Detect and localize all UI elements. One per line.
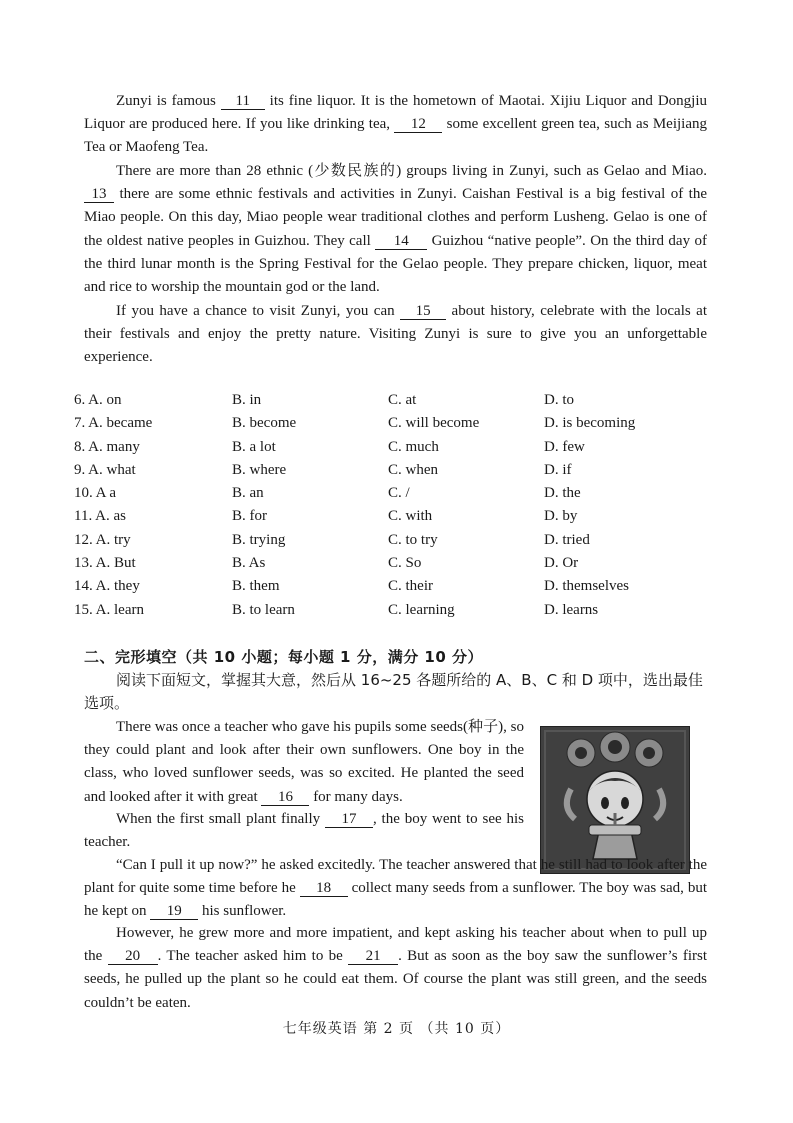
option-b[interactable]: B. where (232, 461, 287, 478)
blank-18[interactable]: 18 (300, 880, 348, 897)
passage-paragraph-3: If you have a chance to visit Zunyi, you can 15 about history, celebrate with the locals at their festivals and enjoy the pretty nature. Visiting Zunyi is sure to give you an unforgettable experience. (84, 303, 707, 366)
option-a[interactable]: 12. A. try (74, 531, 131, 548)
option-d[interactable]: D. is becoming (544, 415, 636, 432)
blank-21[interactable]: 21 (348, 948, 398, 965)
option-a[interactable]: 6. A. on (74, 392, 122, 408)
option-c[interactable]: C. at (388, 392, 417, 408)
option-row-11 (74, 508, 714, 531)
option-a[interactable]: 9. A. what (74, 461, 136, 478)
option-d[interactable]: D. to (544, 392, 574, 408)
option-c[interactable]: C. will become (388, 415, 480, 432)
option-b[interactable]: B. an (232, 485, 264, 502)
blank-20[interactable]: 20 (108, 948, 158, 965)
option-b[interactable]: B. to learn (232, 601, 295, 618)
section-instruction: 阅读下面短文，掌握其大意，然后从 16~25 各题所给的 A、B、C 和 D 项中，选出最佳选项。 (84, 671, 703, 712)
option-row-6 (74, 392, 714, 415)
story-paragraph-1: There was once a teacher who gave his pupils some seeds(种子), so they could plant and look after their own sunflowers. One boy in the class, who loved sunflower seeds, was so excited. He planted the seed and looked after it with great 16 for many days. (84, 719, 524, 805)
option-d[interactable]: D. Or (544, 555, 579, 572)
option-c[interactable]: C. / (388, 485, 410, 502)
option-d[interactable]: D. themselves (544, 578, 629, 595)
option-row-13 (74, 555, 714, 578)
option-a[interactable]: 8. A. many (74, 438, 140, 455)
story-paragraph-2: When the first small plant finally 17 , the boy went to see his teacher. (84, 811, 525, 851)
blank-14[interactable]: 14 (375, 233, 427, 250)
options-list (74, 392, 714, 625)
blank-11[interactable]: 11 (221, 93, 265, 110)
option-b[interactable]: B. them (232, 578, 280, 595)
option-row-9 (74, 462, 714, 485)
passage-paragraph-1: Zunyi is famous 11 its fine liquor. It is the hometown of Maotai. Xijiu Liquor and Dongjiu Liquor are produced here. If you like drinking tea, 12 some excellent green tea, such as Meijiang Tea or Maofeng Tea. (84, 93, 708, 156)
option-c[interactable]: C. with (388, 508, 433, 525)
option-c[interactable]: C. much (388, 438, 439, 455)
option-row-14 (74, 578, 714, 601)
option-a[interactable]: 14. A. they (74, 578, 140, 595)
story-paragraph-4: However, he grew more and more impatient, and kept asking his teacher about when to pull up the 20 . The teacher asked him to be 21 . But as soon as the boy saw the sunflower’s first seeds, he pulled up the plant so he could eat them. Of course the plant was still green, and the seeds couldn’t be eaten. (84, 925, 708, 1011)
option-c[interactable]: C. to try (388, 531, 438, 548)
blank-16[interactable]: 16 (261, 789, 309, 806)
option-d[interactable]: D. by (544, 508, 578, 525)
passage-paragraph-2: There are more than 28 ethnic (少数民族的) groups living in Zunyi, such as Gelao and Miao. 13 there are some ethnic festivals and activities in Zunyi. Caishan Festival is a big festival of the Miao people. On this day, Miao people wear traditional clothes and perform Lusheng. Gelao is one of the oldest native peoples in Guizhou. They call 14 Guizhou “native people”. On the third day of the third lunar month is the Spring Festival for the Gelao people. They prepare chicken, liquor, meat and rice to worship the mountain god or the land. (84, 163, 707, 296)
blank-12[interactable]: 12 (394, 116, 442, 133)
option-row-8 (74, 439, 714, 462)
option-a[interactable]: 13. A. But (74, 555, 136, 572)
option-a[interactable]: 11. A. as (74, 508, 126, 525)
option-a[interactable]: 10. A a (74, 485, 117, 502)
blank-15[interactable]: 15 (400, 303, 446, 320)
option-d[interactable]: D. learns (544, 601, 599, 618)
option-a[interactable]: 7. A. became (74, 415, 153, 432)
option-b[interactable]: B. a lot (232, 438, 276, 455)
page-footer: 七年级英语 第 2 页 （共 10 页） (282, 1021, 511, 1037)
option-b[interactable]: B. trying (232, 531, 286, 548)
option-d[interactable]: D. few (544, 438, 585, 455)
option-a[interactable]: 15. A. learn (74, 601, 144, 618)
option-d[interactable]: D. tried (544, 531, 590, 548)
option-row-12 (74, 532, 714, 555)
option-c[interactable]: C. their (388, 578, 433, 595)
option-b[interactable]: B. become (232, 415, 297, 432)
option-c[interactable]: C. learning (388, 601, 455, 618)
blank-19[interactable]: 19 (150, 903, 198, 920)
option-d[interactable]: D. if (544, 461, 572, 478)
section-title: 二、完形填空（共 10 小题；每小题 1 分，满分 10 分） (84, 648, 484, 666)
option-row-15 (74, 602, 714, 625)
blank-13[interactable]: 13 (84, 186, 114, 203)
story-paragraph-3: “Can I pull it up now?” he asked excitedly. The teacher answered that he still had to look after the plant for quite some time before he 18 collect many seeds from a sunflower. The boy was sad, but he kept on 19 his sunflower. (84, 857, 707, 920)
option-row-10 (74, 485, 714, 508)
option-d[interactable]: D. the (544, 485, 581, 502)
option-c[interactable]: C. when (388, 461, 438, 478)
option-b[interactable]: B. for (232, 508, 267, 525)
boy-sunflower-illustration (540, 726, 690, 874)
blank-17[interactable]: 17 (325, 811, 373, 828)
option-b[interactable]: B. As (232, 555, 266, 572)
option-row-7 (74, 415, 714, 438)
option-c[interactable]: C. So (388, 555, 422, 572)
boy-sunflower-icon (541, 727, 689, 873)
option-b[interactable]: B. in (232, 392, 262, 408)
